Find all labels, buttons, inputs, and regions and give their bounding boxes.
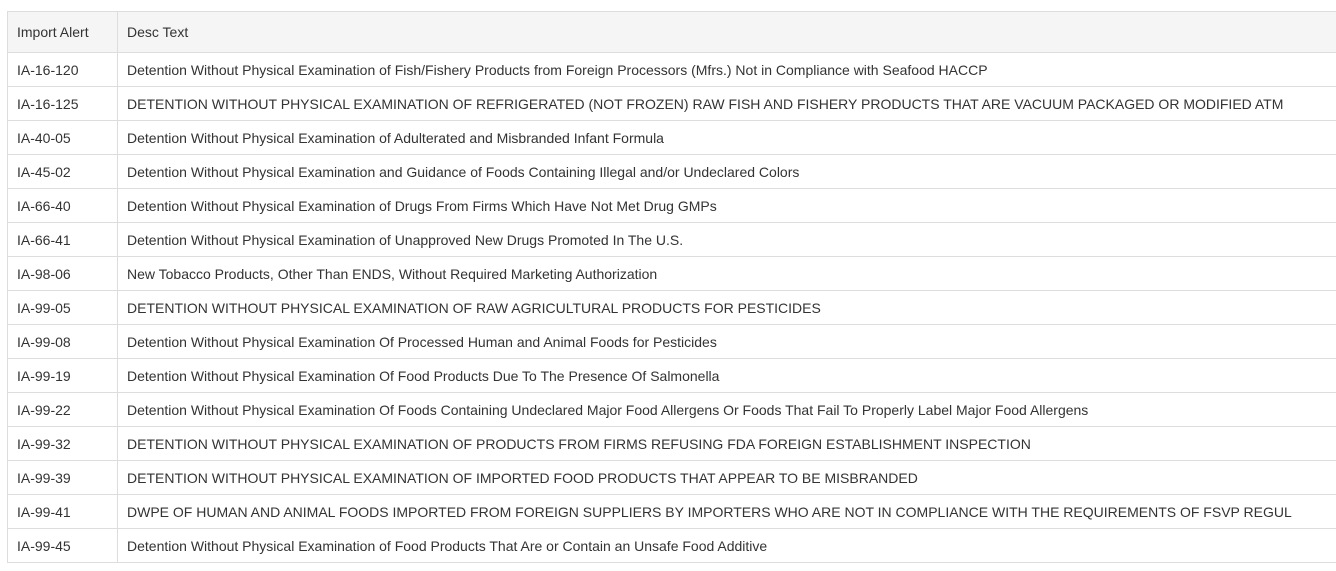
import-alert-cell[interactable]: IA-16-120 — [8, 53, 118, 87]
import-alert-cell[interactable]: IA-40-05 — [8, 121, 118, 155]
desc-text-cell: Detention Without Physical Examination Of Food Products Due To The Presence Of Salmonella — [118, 359, 1336, 393]
import-alert-cell[interactable]: IA-16-125 — [8, 87, 118, 121]
table-row[interactable] — [8, 495, 1336, 529]
header-row — [8, 12, 1336, 53]
desc-text-cell: Detention Without Physical Examination of Drugs From Firms Which Have Not Met Drug GMPs — [118, 189, 1336, 223]
import-alert-cell[interactable]: IA-99-32 — [8, 427, 118, 461]
import-alert-cell[interactable]: IA-45-02 — [8, 155, 118, 189]
table-body — [8, 53, 1336, 563]
table-row[interactable] — [8, 223, 1336, 257]
desc-text-cell: DETENTION WITHOUT PHYSICAL EXAMINATION OF REFRIGERATED (NOT FROZEN) RAW FISH AND FISHERY PRODUCTS THAT ARE VACUUM PACKAGED OR MODIFIED ATM — [118, 87, 1336, 121]
desc-text-cell: Detention Without Physical Examination Of Foods Containing Undeclared Major Food Allergens Or Foods That Fail To Properly Label Major Food Allergens — [118, 393, 1336, 427]
table-header — [8, 12, 1336, 53]
table-row[interactable] — [8, 291, 1336, 325]
table-row[interactable] — [8, 121, 1336, 155]
desc-text-cell: Detention Without Physical Examination Of Processed Human and Animal Foods for Pesticides — [118, 325, 1336, 359]
desc-text-cell: New Tobacco Products, Other Than ENDS, Without Required Marketing Authorization — [118, 257, 1336, 291]
import-alert-cell[interactable]: IA-99-39 — [8, 461, 118, 495]
import-alert-cell[interactable]: IA-66-41 — [8, 223, 118, 257]
desc-text-cell: DETENTION WITHOUT PHYSICAL EXAMINATION OF PRODUCTS FROM FIRMS REFUSING FDA FOREIGN ESTABLISHMENT INSPECTION — [118, 427, 1336, 461]
table-row[interactable] — [8, 325, 1336, 359]
column-header-desc-text[interactable]: Desc Text — [118, 12, 1336, 53]
desc-text-cell: Detention Without Physical Examination of Food Products That Are or Contain an Unsafe Food Additive — [118, 529, 1336, 563]
import-alert-cell[interactable]: IA-99-08 — [8, 325, 118, 359]
table-row[interactable] — [8, 461, 1336, 495]
desc-text-cell: Detention Without Physical Examination of Adulterated and Misbranded Infant Formula — [118, 121, 1336, 155]
table-row[interactable] — [8, 189, 1336, 223]
table-row[interactable] — [8, 393, 1336, 427]
table-row[interactable] — [8, 257, 1336, 291]
import-alert-cell[interactable]: IA-66-40 — [8, 189, 118, 223]
import-alert-cell[interactable]: IA-99-05 — [8, 291, 118, 325]
table-row[interactable] — [8, 155, 1336, 189]
desc-text-cell: Detention Without Physical Examination of Unapproved New Drugs Promoted In The U.S. — [118, 223, 1336, 257]
table-row[interactable] — [8, 529, 1336, 563]
table-row[interactable] — [8, 87, 1336, 121]
import-alert-cell[interactable]: IA-99-22 — [8, 393, 118, 427]
desc-text-cell: Detention Without Physical Examination of Fish/Fishery Products from Foreign Processors (Mfrs.) Not in Compliance with Seafood HACCP — [118, 53, 1336, 87]
desc-text-cell: DETENTION WITHOUT PHYSICAL EXAMINATION OF IMPORTED FOOD PRODUCTS THAT APPEAR TO BE MISBRANDED — [118, 461, 1336, 495]
import-alerts-table-container — [7, 11, 1336, 571]
desc-text-cell: DWPE OF HUMAN AND ANIMAL FOODS IMPORTED FROM FOREIGN SUPPLIERS BY IMPORTERS WHO ARE NOT IN COMPLIANCE WITH THE REQUIREMENTS OF FSVP REGUL — [118, 495, 1336, 529]
import-alert-cell[interactable]: IA-98-06 — [8, 257, 118, 291]
column-header-import-alert[interactable]: Import Alert — [8, 12, 118, 53]
import-alert-cell[interactable]: IA-99-41 — [8, 495, 118, 529]
import-alerts-table — [7, 11, 1336, 563]
table-row[interactable] — [8, 53, 1336, 87]
table-row[interactable] — [8, 359, 1336, 393]
desc-text-cell: Detention Without Physical Examination and Guidance of Foods Containing Illegal and/or Undeclared Colors — [118, 155, 1336, 189]
desc-text-cell: DETENTION WITHOUT PHYSICAL EXAMINATION OF RAW AGRICULTURAL PRODUCTS FOR PESTICIDES — [118, 291, 1336, 325]
import-alert-cell[interactable]: IA-99-19 — [8, 359, 118, 393]
table-row[interactable] — [8, 427, 1336, 461]
import-alert-cell[interactable]: IA-99-45 — [8, 529, 118, 563]
